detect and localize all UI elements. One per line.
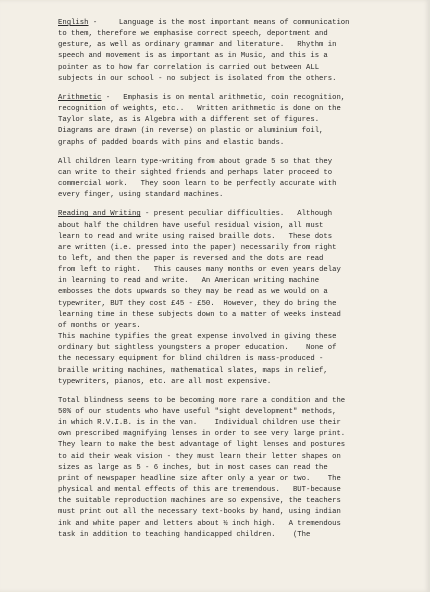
text-line: learn to read and write using raised braille dots. These dots bbox=[58, 232, 333, 241]
text-line: are written (i.e. pressed into the paper) necessarily from right bbox=[58, 243, 337, 252]
section-heading-english: English bbox=[58, 19, 89, 27]
text-line: to them, therefore we emphasise correct speech, deportment and bbox=[58, 30, 328, 39]
text-line: physical and mental effects of this are tremendous. BUT-because bbox=[58, 486, 341, 495]
text-line: Diagrams are drawn (in reverse) on plastic or aluminium foil, bbox=[58, 127, 324, 136]
paragraph-total-blindness bbox=[58, 396, 420, 541]
text-line: recognition of weights, etc.. Written arithmetic is done on the bbox=[58, 105, 341, 114]
text-line: braille writing machines, mathematical slates, maps in relief, bbox=[58, 366, 328, 375]
paragraph-typewriting bbox=[58, 157, 420, 202]
text-line: graphs of padded boards with pins and elastic bands. bbox=[58, 138, 285, 147]
text-line: ordinary but sightless youngsters a proper education. None of bbox=[58, 344, 337, 353]
text-line: This machine typifies the great expense involved in giving these bbox=[58, 333, 337, 342]
text-line: task in addition to teaching handicapped children. (The bbox=[58, 530, 311, 539]
text-line: must print out all the necessary text-books by hand, using indian bbox=[58, 508, 341, 517]
text-line: They learn to make the best advantage of light lenses and postures bbox=[58, 441, 346, 450]
document-body bbox=[58, 18, 420, 549]
text-line: Total blindness seems to be becoming more rare a condition and the bbox=[58, 396, 346, 405]
text-line: Arithmetic - Emphasis is on mental arithmetic, coin recognition, bbox=[58, 93, 346, 102]
text-line: from left to right. This causes many months or even years delay bbox=[58, 266, 341, 275]
text-line: commercial work. They soon learn to be perfectly accurate with bbox=[58, 180, 337, 189]
text-line: embosses the dots upwards so they may be read as we would on a bbox=[58, 288, 328, 297]
text-line: pointer as to how far correlation is carried out between ALL bbox=[58, 63, 320, 72]
text-line: to aid their weak vision - they must learn their letter shapes on bbox=[58, 452, 341, 461]
text-line: every finger, using standard machines. bbox=[58, 191, 224, 200]
text-line: gesture, as well as ordinary grammar and literature. Rhythm in bbox=[58, 41, 337, 50]
paragraph-reading-writing bbox=[58, 209, 420, 332]
paragraph-arithmetic bbox=[58, 93, 420, 149]
text-line: English - Language is the most important means of communication bbox=[58, 19, 350, 27]
section-heading-arithmetic: Arithmetic bbox=[58, 93, 102, 102]
text-line: Reading and Writing - present peculiar difficulties. Although bbox=[58, 210, 333, 219]
text-line: to left, and then the paper is reversed and the dots are read bbox=[58, 254, 324, 263]
text-line: print of newspaper headline size after only a year or two. The bbox=[58, 474, 341, 483]
text-line: the suitable reproduction machines are so expensive, the teachers bbox=[58, 497, 341, 506]
text-line: about half the children have useful residual vision, all must bbox=[58, 221, 324, 230]
text-line: 50% of our students who have useful "sight development" methods, bbox=[58, 408, 337, 416]
text-line: learning time in these subjects down to a matter of weeks instead bbox=[58, 310, 341, 319]
text-line: own prescribed magnifying lenses in order to see very large print. bbox=[58, 430, 346, 439]
text-line: the necessary equipment for blind children is mass-produced - bbox=[58, 355, 324, 364]
text-line: can write to their sighted friends and perhaps later proceed to bbox=[58, 168, 333, 177]
text-line: of months or years. bbox=[58, 321, 141, 330]
text-line: Taylor slate, as is Algebra with a different set of figures. bbox=[58, 116, 320, 125]
text-line: speech and movement is as important as in Music, and this is a bbox=[58, 52, 328, 61]
text-line: in which R.V.I.B. is in the van. Individual children use their bbox=[58, 419, 341, 428]
text-line: in learning to read and write. An American writing machine bbox=[58, 277, 320, 286]
text-line: typewriter, BUT they cost £45 - £50. However, they do bring the bbox=[58, 299, 337, 308]
paragraph-machine-expense bbox=[58, 332, 420, 388]
paragraph-english bbox=[58, 18, 420, 85]
text-line: sizes as large as 5 - 6 inches, but in most cases can read the bbox=[58, 463, 328, 472]
text-line: typewriters, pianos, etc. are all most expensive. bbox=[58, 377, 272, 386]
text-line: subjects in our school - no subject is isolated from the others. bbox=[58, 74, 337, 83]
section-heading-reading-writing: Reading and Writing bbox=[58, 210, 141, 219]
text-line: All children learn type-writing from about grade 5 so that they bbox=[58, 157, 333, 166]
text-line: ink and white paper and letters about ½ inch high. A tremendous bbox=[58, 519, 341, 528]
